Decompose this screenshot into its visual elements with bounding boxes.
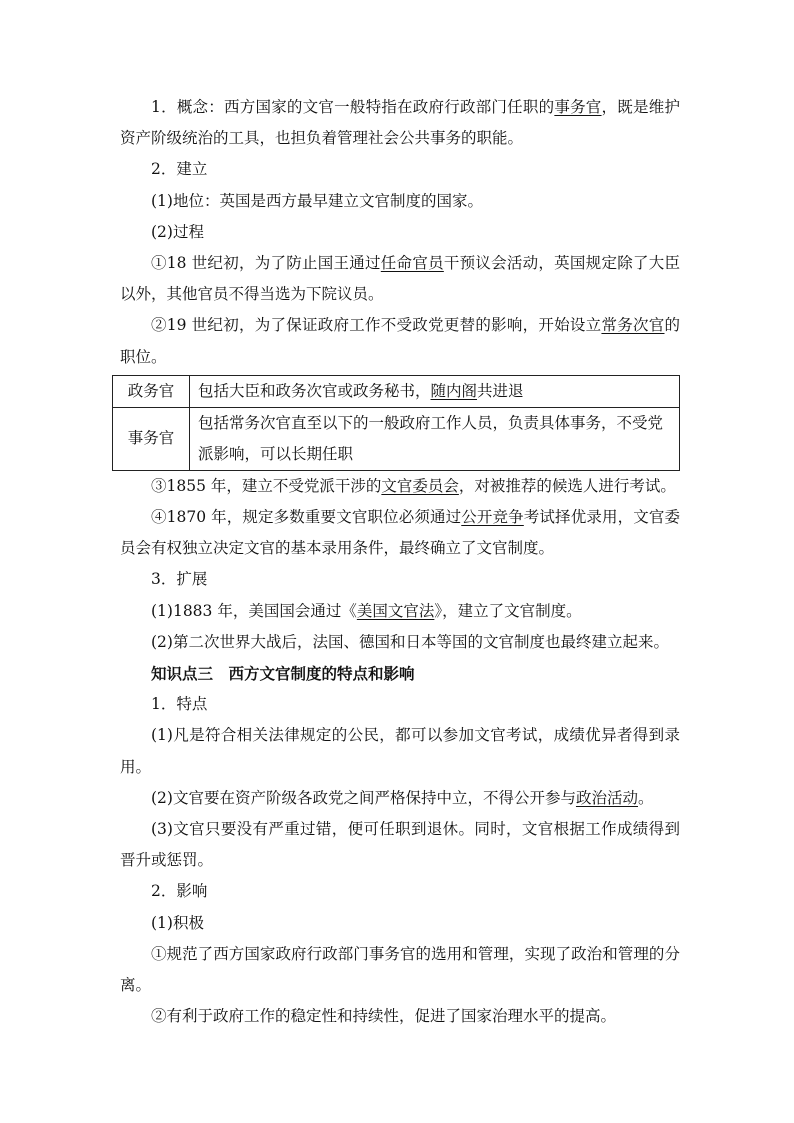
step2-term: 常务次官 xyxy=(601,316,665,335)
step3-term: 文官委员会 xyxy=(381,476,459,495)
step3-text: ③1855 年，建立不受党派干涉的 xyxy=(151,476,382,495)
concept-text: 西方国家的文官一般特指在政府行政部门任职的 xyxy=(224,98,555,116)
step4-text-end: 考试择优录用，文官委员会有权独立决定文官的基本录用条件，最终确立了文官制度。 xyxy=(120,508,680,558)
table-row xyxy=(113,375,680,407)
feature2-text: (2)文官要在资产阶级各政党之间严格保持中立，不得公开参与 xyxy=(151,788,576,807)
process-step-2 xyxy=(120,310,680,372)
table-row-head: 事务官 xyxy=(113,407,190,470)
section-title: 知识点三 西方文官制度的特点和影响 xyxy=(151,664,415,684)
table-cell: 包括常务次官直至以下的一般政府工作人员，负责具体事务，不受党派影响，可以长期任职 xyxy=(190,407,680,470)
step2-text: ②19 世纪初，为了保证政府工作不受政党更替的影响，开始设立 xyxy=(151,316,602,335)
step1-term: 任命官员 xyxy=(380,254,444,273)
row1-term: 随内阁 xyxy=(430,381,478,400)
expand1-term: 美国文官法 xyxy=(356,601,435,620)
feature2-text-end: 。 xyxy=(637,788,654,807)
table-row-head: 政务官 xyxy=(113,375,190,407)
process-step-1 xyxy=(120,248,680,310)
row1-text: 包括大臣和政务次官或政务秘书， xyxy=(198,381,431,400)
process-step-4 xyxy=(120,502,680,564)
concept-paragraph xyxy=(120,92,680,154)
feature-3: (3)文官只要没有严重过错，便可任职到退休。同时，文官根据工作成绩得到晋升或惩罚。 xyxy=(120,820,680,870)
feature-2 xyxy=(120,783,680,814)
document-page xyxy=(120,92,680,1032)
concept-term: 事务官 xyxy=(554,98,602,116)
expand-item-1 xyxy=(120,596,680,627)
concept-label: 1．概念： xyxy=(151,98,225,116)
expand-item-2: (2)第二次世界大战后，法国、德国和日本等国的文官制度也最终建立起来。 xyxy=(151,632,669,651)
process-heading: (2)过程 xyxy=(151,222,204,241)
step1-text-end: 干预议会活动，英国规定除了大臣以外，其他官员不得当选为下院议员。 xyxy=(120,254,680,304)
step2-text-end: 的职位。 xyxy=(120,316,680,366)
establish-heading: 2．建立 xyxy=(151,160,208,179)
row1-text-end: 共进退 xyxy=(477,381,524,400)
table-row xyxy=(113,407,680,470)
expand1-text: (1)1883 年，美国国会通过《 xyxy=(151,601,357,620)
features-heading: 1．特点 xyxy=(151,695,208,714)
step1-text: ①18 世纪初，为了防止国王通过 xyxy=(151,254,381,273)
positive-heading: (1)积极 xyxy=(151,913,204,932)
step4-text: ④1870 年，规定多数重要文官职位必须通过 xyxy=(151,508,462,527)
feature-1: (1)凡是符合相关法律规定的公民，都可以参加文官考试，成绩优异者得到录用。 xyxy=(120,726,680,776)
positive-2: ②有利于政府工作的稳定性和持续性，促进了国家治理水平的提高。 xyxy=(151,1007,617,1026)
step4-term: 公开竞争 xyxy=(461,508,524,527)
concept-text-end: ，既是维护资产阶级统治的工具，也担负着管理社会公共事务的职能。 xyxy=(120,98,680,148)
establish-status: (1)地位：英国是西方最早建立文官制度的国家。 xyxy=(151,191,483,210)
process-step-3 xyxy=(120,471,680,502)
expand-heading: 3．扩展 xyxy=(151,570,208,589)
step3-text-end: ，对被推荐的候选人进行考试。 xyxy=(458,476,676,495)
feature2-term: 政治活动 xyxy=(575,788,638,807)
table-cell xyxy=(190,375,680,407)
impact-heading: 2．影响 xyxy=(151,882,208,901)
official-types-table xyxy=(112,375,680,471)
positive-1: ①规范了西方国家政府行政部门事务官的选用和管理，实现了政治和管理的分离。 xyxy=(120,944,680,995)
expand1-text-end: 》，建立了文官制度。 xyxy=(434,601,582,620)
